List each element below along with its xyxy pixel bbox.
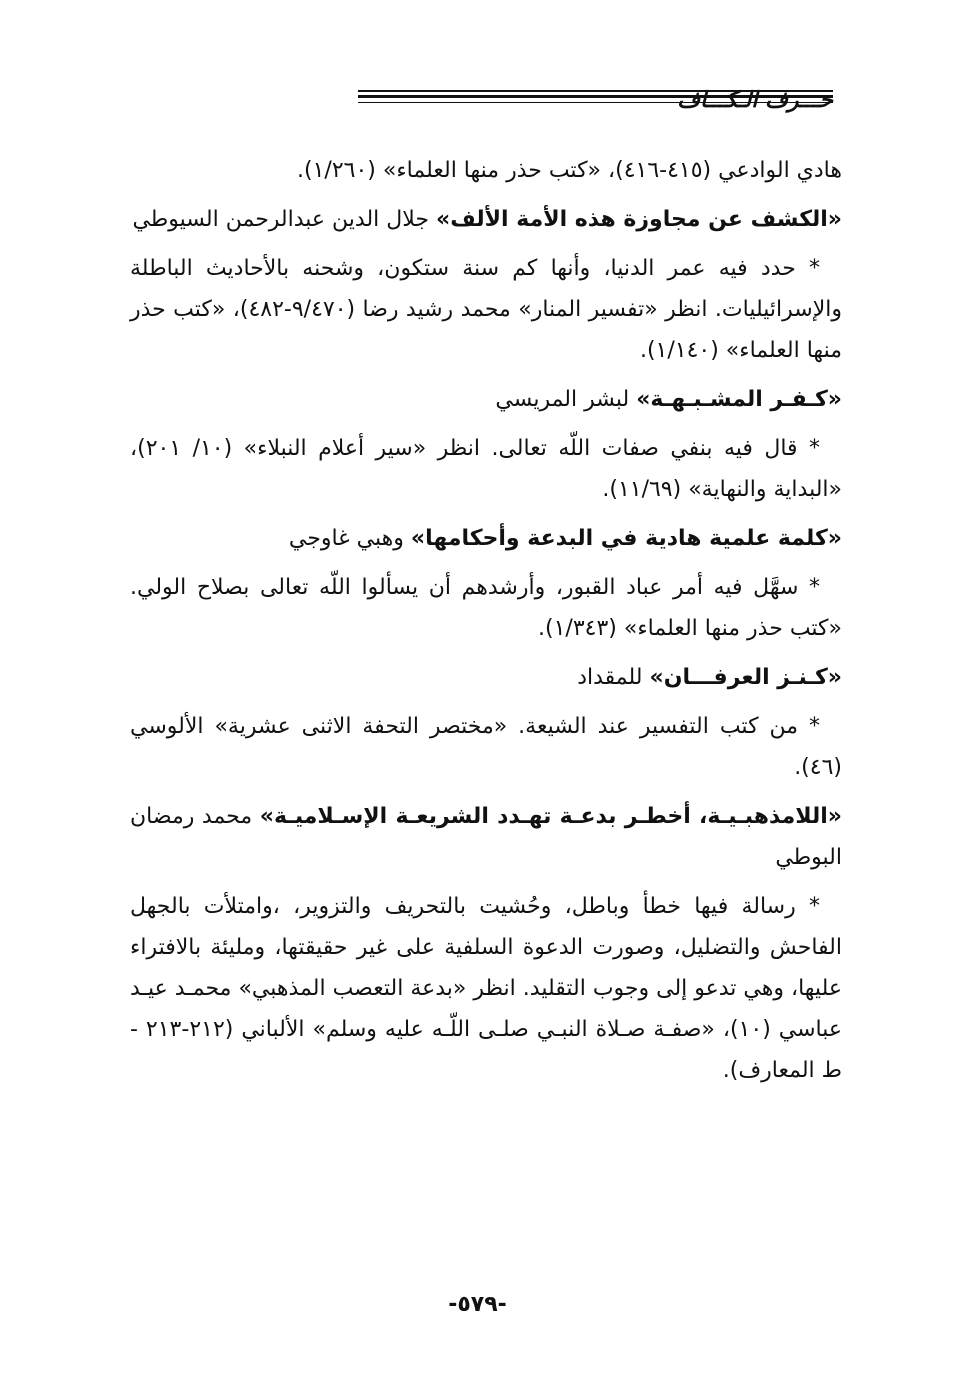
book-author: لبشر المريسي (495, 387, 637, 412)
page-body (130, 150, 842, 1091)
entry-note: * سهَّل فيه أمر عباد القبور، وأرشدهم أن يسألوا اللّه تعالى بصلاح الولي. «كتب حذر منها العلماء» (١/٣٤٣). (130, 575, 842, 641)
book-title: «كلمة علمية هادية في البدعة وأحكامها» (410, 526, 842, 551)
entry-note: * رسالة فيها خطأ وباطل، وحُشيت بالتحريف والتزوير، ،وامتلأت بالجهل الفاحش والتضليل، وصورت الدعوة السلفية على غير حقيقتها، ومليئة بالافتراء عليها، وهي تدعو إلى وجوب التقليد. انظر «بدعة التعصب المذهبي» محمـد عيـد عباسي (١٠)، «صفـة صـلاة النبـي صلـى اللّـه عليه وسلم» الألباني (٢١٢-٢١٣ - ط المعارف). (130, 894, 842, 1083)
page-number: -٥٧٩- (448, 1292, 507, 1317)
chapter-title: حـــرف الـكـــاف (677, 88, 833, 113)
book-author: للمقداد (577, 665, 650, 690)
book-title: «كـفـر المشـبـهـة» (636, 387, 842, 412)
entry-note: * قال فيه بنفي صفات اللّه تعالى. انظر «سير أعلام النبلاء» (١٠/ ٢٠١)، «البداية والنهاية» (١١/٦٩). (130, 436, 842, 502)
book-entry (130, 796, 842, 878)
book-title: «الكشف عن مجاوزة هذه الأمة الألف» (435, 207, 842, 232)
book-entry (130, 657, 842, 698)
running-header (128, 88, 833, 128)
book-author: جلال الدين عبدالرحمن السيوطي (132, 207, 436, 232)
entry-note: * حدد فيه عمر الدنيا، وأنها كم سنة ستكون، وشحنه بالأحاديث الباطلة والإسرائيليات. انظر «تفسير المنار» محمد رشيد رضا (٩/٤٧٠-٤٨٢)، «كتب حذر منها العلماء» (١/١٤٠). (130, 256, 842, 363)
book-author: محمد رمضان البوطي (130, 804, 842, 870)
book-entry (130, 199, 842, 240)
book-entry (130, 379, 842, 420)
book-author: وهبي غاوجي (288, 526, 411, 551)
book-title: «كـنـز العرفـــان» (649, 665, 842, 690)
book-title: «اللامذهبـيـة، أخطـر بدعـة تهـدد الشريعـة الإسـلاميـة» (259, 804, 842, 829)
book-entry (130, 518, 842, 559)
entry-note: * من كتب التفسير عند الشيعة. «مختصر التحفة الاثنى عشرية» الألوسي (٤٦). (130, 714, 842, 780)
continuation-paragraph: هادي الوادعي (٤١٥-٤١٦)، «كتب حذر منها العلماء» (١/٢٦٠). (297, 158, 842, 183)
